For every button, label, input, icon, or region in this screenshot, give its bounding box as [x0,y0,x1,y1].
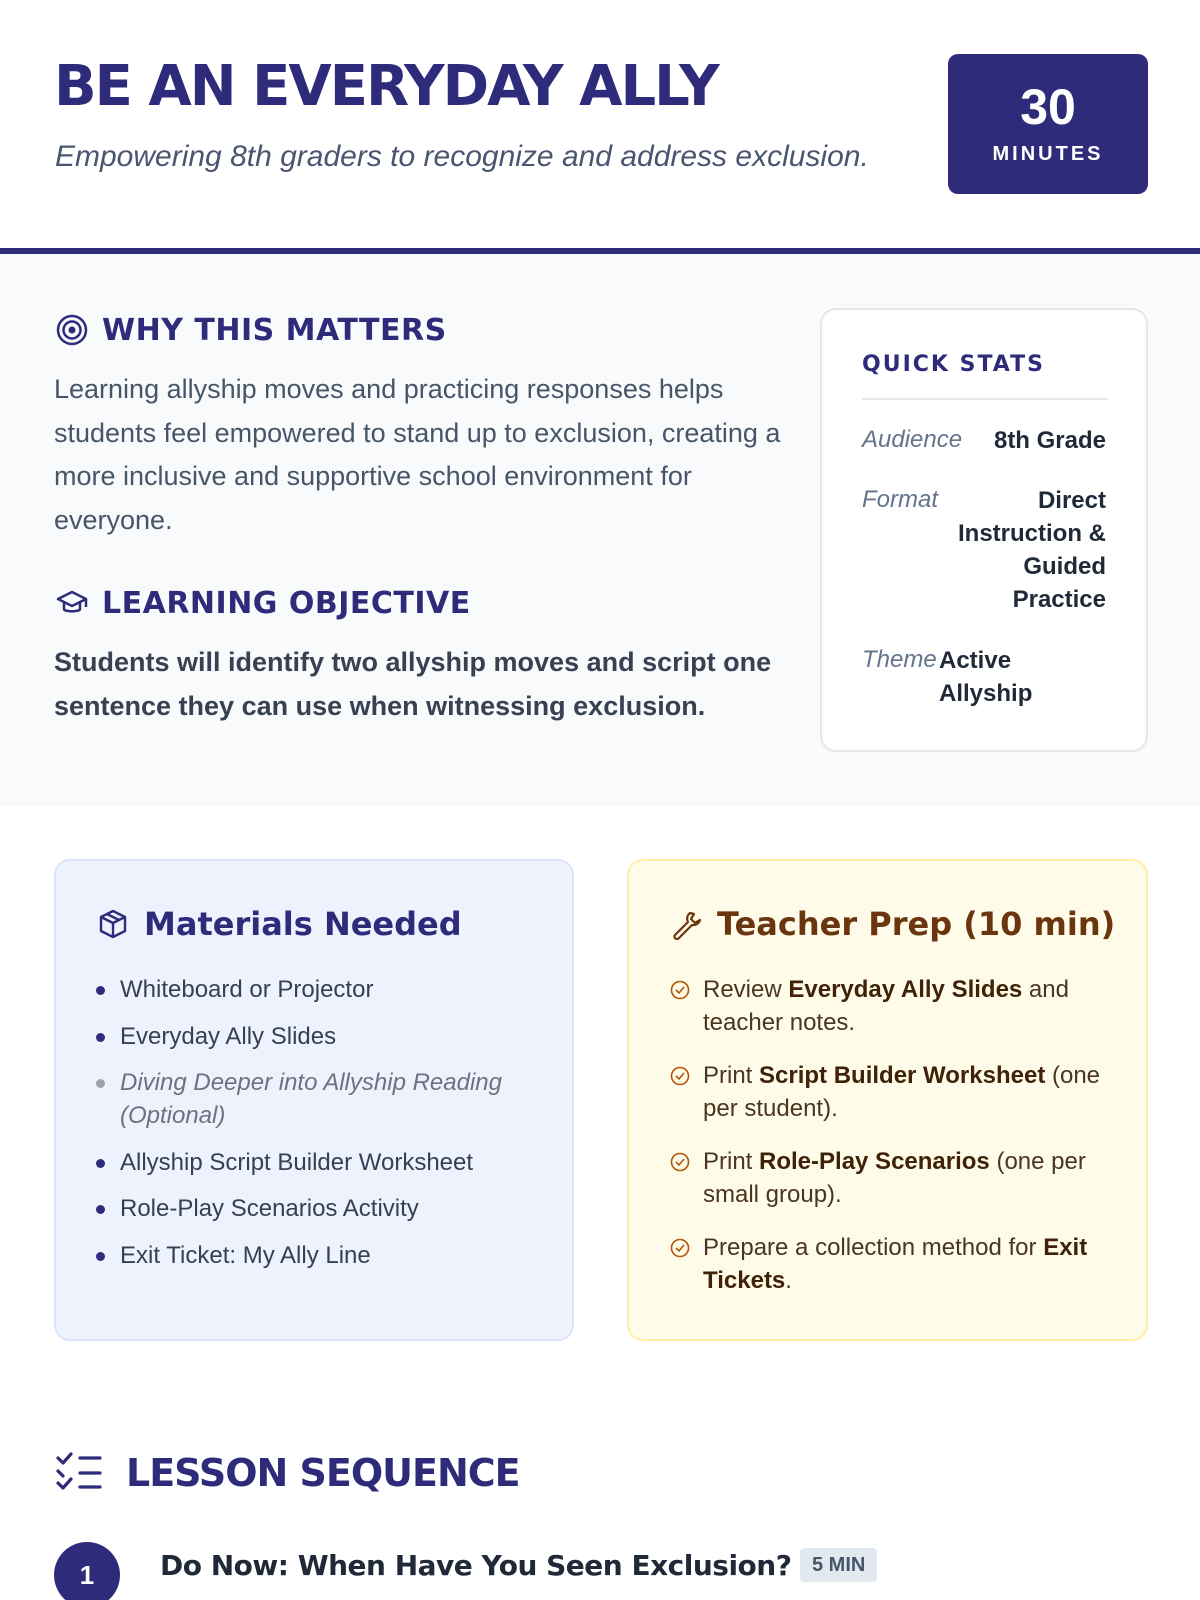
prep-text: Print [703,1062,760,1089]
teacher-prep-card [627,859,1148,1341]
prep-item [669,1059,1109,1125]
list-item [96,1020,536,1053]
stat-value-audience: 8th Grade [993,427,1106,454]
package-icon [96,907,130,941]
graduation-cap-icon [54,585,90,621]
list-item-optional [96,1066,536,1132]
stat-value-line: Guided [1023,553,1106,580]
stat-value-line: Instruction & [958,520,1106,547]
bullet [96,1079,105,1088]
bullet [96,986,105,995]
check-circle-icon [669,1065,691,1087]
stat-value-line: Active [939,647,1012,674]
prep-heading [669,905,1115,943]
list-item-text: Exit Ticket: My Ally Line [120,1241,371,1269]
prep-text: (one per [989,1148,1086,1175]
page-subtitle: Empowering 8th graders to recognize and address exclusion. [55,140,869,173]
duration-value: 30 [1020,79,1076,135]
lesson-sequence-heading [54,1450,520,1496]
target-icon [54,312,90,348]
prep-item [669,1145,1109,1211]
prep-text: teacher notes. [703,1009,856,1036]
stat-label-format: Format [862,486,939,513]
stat-value-line: Allyship [939,680,1033,707]
materials-list [96,973,536,1285]
stat-value-line: Direct [1037,487,1106,514]
prep-heading-text: Teacher Prep (10 min) [717,905,1116,943]
materials-heading [96,905,462,943]
materials-heading-text: Materials Needed [144,905,462,943]
check-circle-icon [669,1237,691,1259]
prep-item [669,973,1109,1039]
stat-label-theme: Theme [862,646,937,673]
prep-text-bold: Tickets [703,1267,786,1294]
prep-text: Print [703,1148,760,1175]
page-header [0,0,1200,254]
wrench-icon [669,907,703,941]
step-number: 1 [54,1542,120,1600]
list-item [96,1239,536,1272]
objective-heading [54,585,471,621]
list-item-text: Whiteboard or Projector [120,976,374,1003]
why-heading [54,312,447,348]
objective-text: Students will identify two allyship moves and script one sentence they can use when witnessing exclusion. [54,647,772,721]
prep-text-bold: Everyday Ally Slides [788,976,1023,1003]
duration-unit: MINUTES [992,143,1104,165]
duration-badge [948,54,1148,194]
prep-text: Prepare a collection method for [703,1234,1044,1261]
list-item-text: Everyday Ally Slides [120,1022,337,1050]
prep-text: Review [703,976,789,1003]
why-text: Learning allyship moves and practicing responses helps students feel empowered to stand up to exclusion, creating a more inclusive and supportive school environment for everyone. [54,374,781,535]
step-duration-badge: 5 MIN [800,1548,877,1582]
check-circle-icon [669,979,691,1001]
stat-value-line: Practice [1012,586,1106,613]
list-item-text: Diving Deeper into Allyship Reading [120,1069,502,1096]
prep-text: (one [1045,1062,1101,1089]
bullet [96,1205,105,1214]
prep-item [669,1231,1109,1297]
list-item-text: (Optional) [120,1102,226,1129]
quick-stats-card [820,308,1148,752]
prep-list [669,973,1109,1317]
divider [862,398,1108,400]
objective-heading-text: LEARNING OBJECTIVE [102,585,471,621]
stat-value-format [958,484,1106,616]
checklist-icon [54,1450,106,1496]
prep-text: per student). [703,1095,838,1122]
list-item [96,1146,536,1179]
prep-text-bold: Script Builder Worksheet [759,1062,1046,1089]
why-heading-text: WHY THIS MATTERS [102,312,447,348]
prep-text: . [785,1267,792,1294]
lesson-sequence-heading-text: LESSON SEQUENCE [126,1451,520,1495]
bullet [96,1033,105,1042]
prep-text: small group). [703,1181,842,1208]
bullet [96,1252,105,1261]
page-title: BE AN EVERYDAY ALLY [54,54,718,119]
quick-stats-heading: QUICK STATS [862,352,1045,377]
list-item [96,973,536,1006]
bullet [96,1159,105,1168]
list-item-text: Role-Play Scenarios Activity [120,1195,419,1222]
list-item [96,1192,536,1225]
prep-text-bold: Exit [1043,1234,1088,1261]
check-circle-icon [669,1151,691,1173]
list-item-text: Allyship Script Builder Worksheet [120,1148,474,1176]
prep-text: and [1022,976,1069,1003]
materials-card [54,859,574,1341]
step-title: Do Now: When Have You Seen Exclusion? [160,1549,792,1582]
stat-label-audience: Audience [862,426,963,453]
prep-text-bold: Role-Play Scenarios [759,1148,990,1175]
stat-value-theme [939,644,1032,710]
